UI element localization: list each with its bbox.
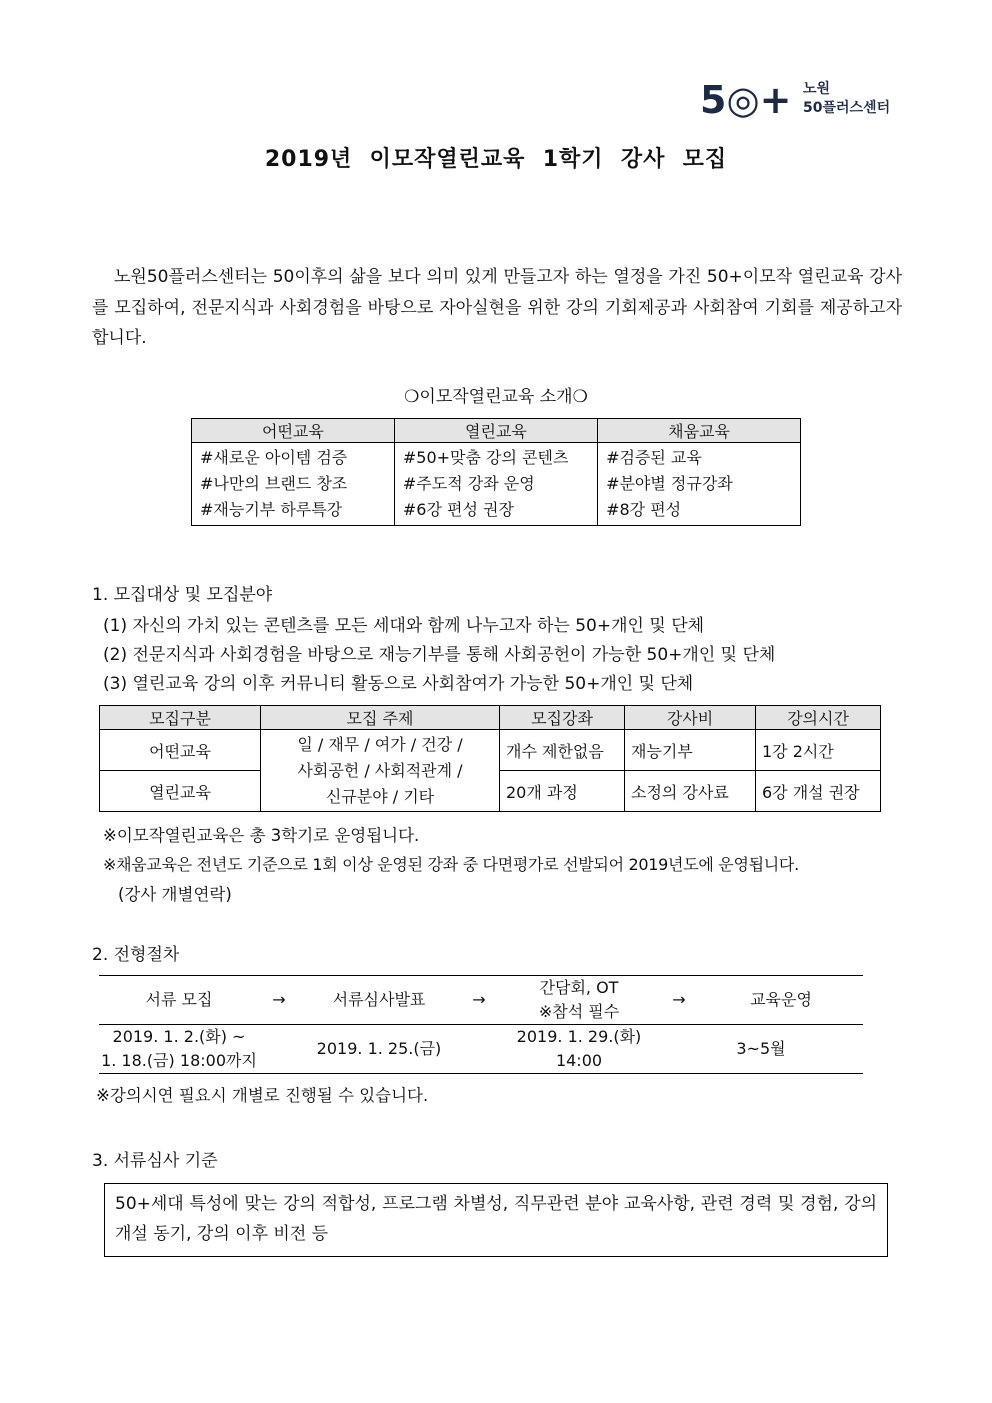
recruit-target-item: (2) 전문지식과 사회경험을 바탕으로 재능기부를 통해 사회공헌이 가능한 50+개인 및 단체 [103,645,776,665]
step-name [499,976,659,1025]
hashtag: #검증된 교육 [606,448,702,467]
section-2-heading: 2. 전형절차 [92,945,180,965]
arrow-icon: → [259,976,299,1025]
recruit-target-item: (3) 열린교육 강의 이후 커뮤니티 활동으로 사회참여가 가능한 50+개인 및 단체 [103,674,694,694]
table-header: 강사비 [625,706,756,730]
table-cell: 열린교육 [100,771,261,812]
table-cell: 소정의 강사료 [625,771,756,812]
arrow-icon: → [659,976,699,1025]
note: (강사 개별연락) [118,885,232,904]
table-cell: 1강 2시간 [756,730,881,771]
note: ※강의시연 필요시 개별로 진행될 수 있습니다. [96,1086,429,1105]
hashtag: #8강 편성 [606,500,682,519]
hashtag: #50+맞춤 강의 콘텐츠 [402,448,569,467]
page-title: 2019년 이모작열린교육 1학기 강사 모집 [264,147,728,172]
topic-line: 신규분야 / 기타 [325,786,435,806]
table-header: 열린교육 [394,419,597,443]
intro-text: 노원50플러스센터는 50이후의 삶을 보다 의미 있게 만들고자 하는 열정을 가진 50+이모작 열린교육 강사를 모집하여, 전문지식과 사회경험을 바탕으로 자아실현을 위한 강의 기회제공과 사회참여 기회를 제공하고자 합니다. [92,267,902,348]
table-cell: 20개 과정 [500,771,625,812]
arrow-icon: → [459,976,499,1025]
step-date-line: 2019. 1. 2.(화) ~ [112,1027,246,1046]
step-date-line: 14:00 [555,1051,603,1070]
logo-text [803,80,890,118]
table-cell: 6강 개설 권장 [756,771,881,812]
hashtag: #재능기부 하루특강 [200,500,343,519]
center-logo [700,78,900,128]
step-name: 교육운영 [699,976,863,1025]
section-1-heading: 1. 모집대상 및 모집분야 [92,585,273,605]
hashtag: #6강 편성 권장 [402,500,514,519]
step-date-line: 2019. 1. 29.(화) [516,1027,642,1046]
table-header: 강의시간 [756,706,881,730]
step-date [99,1025,259,1074]
logo-line-2: 50플러스센터 [803,100,891,116]
note: ※이모작열린교육은 총 3학기로 운영됩니다. [103,826,420,845]
table-cell [192,443,395,526]
intro-section-title: ❍이모작열린교육 소개❍ [404,387,588,407]
step-name-line: ※참석 필수 [538,1002,620,1021]
intro-paragraph [92,262,902,354]
criteria-box: 50+세대 특성에 맞는 강의 적합성, 프로그램 차별성, 직무관련 분야 교육사항, 관련 경력 및 경험, 강의개설 동기, 강의 이후 비전 등 [104,1183,888,1257]
table-header: 모집강좌 [500,706,625,730]
hashtag: #분야별 정규강좌 [606,474,733,493]
hashtag: #새로운 아이템 검증 [200,448,348,467]
table-row [100,730,881,771]
table-header: 어떤교육 [192,419,395,443]
step-name: 서류심사발표 [299,976,459,1025]
table-cell: 어떤교육 [100,730,261,771]
education-type-table [191,418,801,526]
section-3-heading: 3. 서류심사 기준 [92,1151,218,1171]
recruit-target-item: (1) 자신의 가치 있는 콘텐츠를 모든 세대와 함께 나누고자 하는 50+개인 및 단체 [103,616,705,636]
recruit-table [99,705,881,812]
logo-mark: 5◎+ [700,78,792,122]
table-cell [598,443,801,526]
step-date: 2019. 1. 25.(금) [259,1025,499,1074]
topic-line: 사회공헌 / 사회적관계 / [297,760,463,780]
topic-cell [261,730,500,812]
step-name: 서류 모집 [99,976,259,1025]
hashtag: #주도적 강좌 운영 [402,474,535,493]
step-date: 3~5월 [659,1025,863,1074]
table-header: 모집구분 [100,706,261,730]
table-cell: 개수 제한없음 [500,730,625,771]
table-header: 모집 주제 [261,706,500,730]
step-date [499,1025,659,1074]
step-date-line: 1. 18.(금) 18:00까지 [101,1051,257,1070]
process-table [99,975,863,1074]
logo-line-1: 노원 [803,81,831,97]
table-cell: 재능기부 [625,730,756,771]
step-name-line: 간담회, OT [539,978,619,997]
table-header: 채움교육 [598,419,801,443]
table-cell [394,443,597,526]
note: ※채움교육은 전년도 기준으로 1회 이상 운영된 강좌 중 다면평가로 선발되어 2019년도에 운영됩니다. [103,855,799,874]
topic-line: 일 / 재무 / 여가 / 건강 / [297,734,463,754]
hashtag: #나만의 브랜드 창조 [200,474,348,493]
